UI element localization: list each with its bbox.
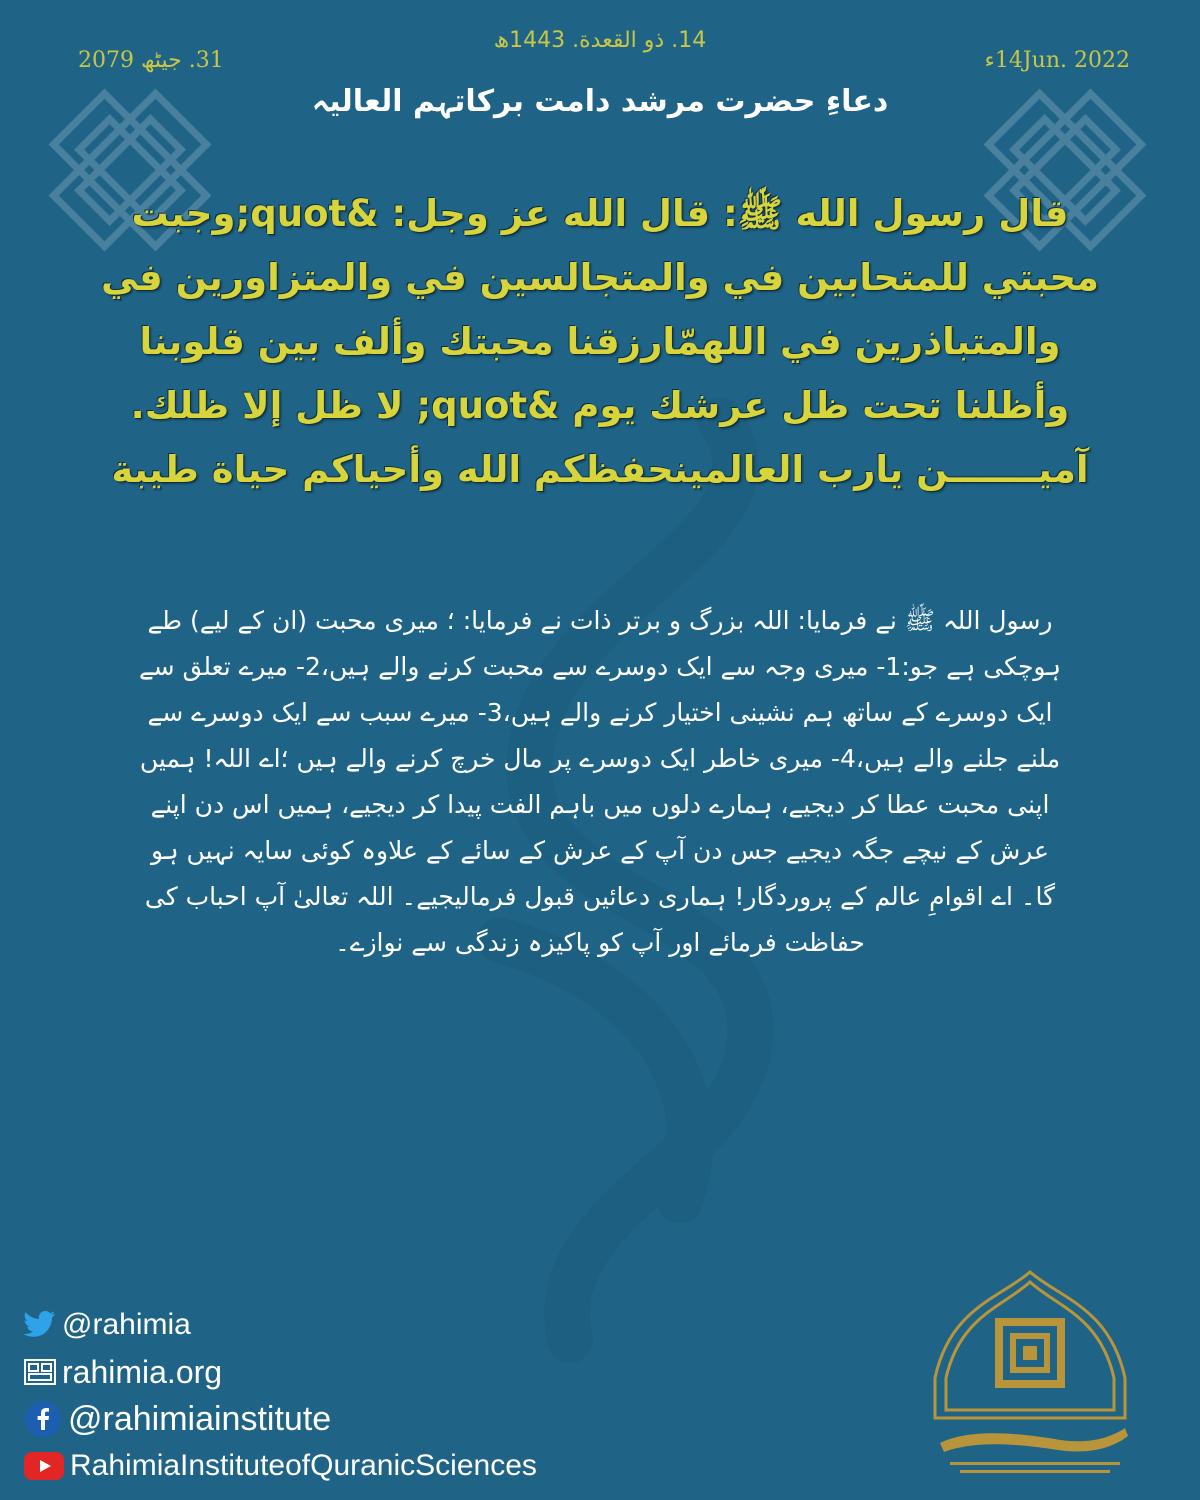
rahimia-logo	[910, 1268, 1150, 1488]
social-youtube[interactable]	[24, 1446, 537, 1486]
twitter-icon	[24, 1311, 56, 1339]
social-facebook[interactable]	[24, 1399, 537, 1439]
urdu-translation: رسول اللہ ﷺ نے فرمایا: اللہ بزرگ و برتر ذات نے فرمایا: ؛ میری محبت (ان کے لیے) طے ہوچکی ہے جو:1- میری وجہ سے ایک دوسرے سے محبت کرنے والے ہیں،2- میرے تعلق سے ایک دوسرے کے ساتھ ہم نشینی اختیار کرنے والے ہیں،3- میرے سبب سے ایک دوسرے سے ملنے جلنے والے ہیں،4- میری خاطر ایک دوسرے پر مال خرچ کرنے والے ہیں ؛اے اللہ! ہمیں اپنی محبت عطا کر دیجیے، ہمارے دلوں میں باہم الفت پیدا کر دیجیے، ہمیں اس دن اپنے عرش کے نیچے جگہ دیجیے جس دن آپ کے عرش کے سائے کے علاوہ کوئی سایہ نہیں ہو گا۔ اے اقوامِ عالم کے پروردگار! ہماری دعائیں قبول فرمالیجیے۔ اللہ تعالیٰ آپ احباب کی حفاظت فرمائے اور آپ کو پاکیزہ زندگی سے نوازے۔	[139, 606, 1061, 957]
social-twitter-label: @rahimia	[62, 1308, 191, 1341]
social-links	[24, 1305, 537, 1493]
arabic-hadith: قال رسول الله ﷺ: قال الله عز وجل: &quot;وجبت محبتي للمتحابين في والمتجالسين في والمتزاورين في والمتباذرين في اللهمّارزقنا محبتك وألف بين قلوبنا وأظلنا تحت ظل عرشك يوم &quot; لا ظل إلا ظلك. آمیـــــــن يارب العالمينحفظكم الله وأحياكم حياة طيبة	[101, 192, 1099, 491]
page-subtitle: دعاءِ حضرت مرشد دامت برکاتہم العالیہ	[311, 84, 889, 119]
date-gregorian: 14Jun. 2022ء	[984, 48, 1130, 73]
social-web-label: rahimia.org	[62, 1353, 223, 1390]
social-twitter[interactable]	[24, 1305, 537, 1345]
web-icon	[24, 1359, 56, 1385]
facebook-icon	[24, 1400, 62, 1438]
date-hijri: 14. ذو القعدة. 1443ھ	[493, 28, 707, 53]
social-facebook-label: @rahimiainstitute	[68, 1399, 332, 1438]
date-bikrami: 31. جیٹھ 2079	[78, 48, 224, 73]
social-web[interactable]	[24, 1352, 537, 1392]
social-youtube-label: RahimiaInstituteofQuranicSciences	[70, 1449, 537, 1482]
youtube-icon	[24, 1452, 64, 1480]
date-header	[0, 28, 1200, 78]
